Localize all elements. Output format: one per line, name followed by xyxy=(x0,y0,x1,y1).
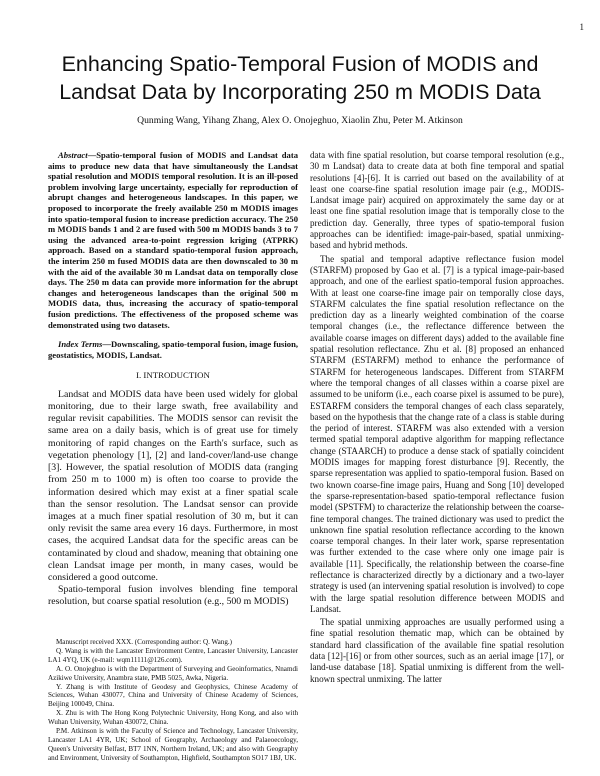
intro-paragraph: Landsat and MODIS data have been used widely for global monitoring, due to their large swath, free availability and regular revisit capabilities. The MODIS sensor can revisit the same area on a daily basis, which is of great use for timely monitoring of rapid changes on the Earth's surface, such as vegetation phenology [1], [2] and land-cover/land-use change [3]. However, the spatial resolution of MODIS data (ranging from 250 m to 1000 m) is often too coarse to provide the information desired which may exist at a finer spatial scale than the sensor resolution. The Landsat sensor can provide images at a much finer spatial resolution of 30 m, but it can only revisit the same area every 16 days. Furthermore, in most cases, the acquired Landsat data for the specific areas can be contaminated by cloud and shadow, meaning that obtaining one clean Landsat image per month, in many cases, would be considered a good outcome. xyxy=(48,388,298,583)
body-paragraph: The spatial and temporal adaptive reflectance fusion model (STARFM) proposed by Gao et al. [7] is a typical image-pair-based approach, and one of the earliest spatio-temporal fusion approaches. With at least one coarse-fine image pair on temporally close days, STARFM calculates the fine spatial resolution reflectance on the prediction day as a linearly weighted combination of the coarse temporal changes (i.e., the reflectance difference between the available coarse images on different days) added to the available fine spatial resolution reflectance. Zhu et al. [8] proposed an enhanced STARFM (ESTARFM) method to enhance the performance of STARFM for heterogeneous landscapes. Different from STARFM where the temporal changes of all classes within a coarse pixel are assumed to be uniform (i.e., each coarse pixel is assumed to be pure), ESTARFM considers the temporal changes of each class separately, based on the hypothesis that the change rate of a class is stable during the period of interest. STARFM was also extended with a version termed spatial temporal adaptive algorithm for mapping reflectance change (STAARCH) to produce a dense stack of spatially coincident MODIS images for mapping forest disturbance [9]. Recently, the sparse representation was applied to spatio-temporal fusion. Based on two known coarse-fine image pairs, Huang and Song [10] developed the sparse-representation-based spatio-temporal reflectance fusion model (SPSTFM) to characterize the relationship between the coarse-fine temporal changes. The trained dictionary was used to predict the unknown fine spatial resolution reflectance according to the known coarse temporal changes. In their later work, sparse representation was further extended to the case where only one image pair is available [11]. Specifically, the relationship between the coarse-fine reflectance is characterized directly by a dictionary and a two-layer strategy is used (an intervening spatial resolution is involved) to cope with the large spatial resolution difference between MODIS and Landsat. xyxy=(310,253,564,614)
page-number: 1 xyxy=(579,22,584,32)
author-list: Qunming Wang, Yihang Zhang, Alex O. Onojeghuo, Xiaolin Zhu, Peter M. Atkinson xyxy=(137,115,463,126)
paper-title: Enhancing Spatio-Temporal Fusion of MODIS and Landsat Data by Incorporating 250 m MODIS Data xyxy=(59,52,541,104)
abstract xyxy=(48,150,298,330)
footnote: Y. Zhang is with Institute of Geodesy and Geophysics, Chinese Academy of Sciences, Wuhan 430077, China and University of Chinese Academy of Sciences, Beijing 100049, China. xyxy=(48,682,298,709)
footnote: Manuscript received XXX. (Corresponding author: Q. Wang.) xyxy=(56,638,233,646)
footnotes xyxy=(48,638,298,763)
abstract-label: Abstract xyxy=(58,150,88,160)
body-paragraph: The spatial unmixing approaches are usually performed using a fine spatial resolution thematic map, which can be obtained by standard hard classification of the available fine spatial resolution data [12]-[16] or from other sources, such as an aerial image [17], or land-use database [18]. Spatial unmixing is different from the well-known spectral unmixing. The latter xyxy=(310,617,564,684)
left-column xyxy=(48,150,298,609)
index-terms-label: Index Terms xyxy=(58,339,103,350)
body-paragraph: data with fine spatial resolution, but coarse temporal resolution (e.g., 30 m Landsat) data to create data at both fine temporal and spatial resolutions [4]-[6]. It is carried out based on the availability of at least one coarse-fine spatial resolution image pair (e.g., MODIS-Landsat image pair) acquired on approximately the same day or at least one fine spatial resolution image that is temporally close to the prediction day. Generally, three types of spatio-temporal fusion approaches can be identified: image-pair-based, spatial unmixing-based and hybrid methods. xyxy=(310,150,564,251)
index-terms-text: —Downscaling, spatio-temporal fusion, image fusion, geostatistics, MODIS, Landsat. xyxy=(48,339,298,360)
footnote: A. O. Onojeghuo is with the Department of Surveying and Geoinformatics, Nnamdi Azikiwe University, Anambra state, PMB 5025, Awka, Nigeria. xyxy=(48,664,298,682)
footnote: Q. Wang is with the Lancaster Environment Centre, Lancaster University, Lancaster LA1 4YQ, UK (e-mail: wqm11111@126.com). xyxy=(48,646,298,664)
introduction-body xyxy=(48,389,298,609)
section-heading: I. INTRODUCTION xyxy=(136,370,210,381)
footnote: P.M. Atkinson is with the Faculty of Science and Technology, Lancaster University, Lancaster LA1 4YR, UK; School of Geography, Archaeology and Palaeoecology, Queen's University Belfast, BT7 1NN, Northern Ireland, UK; and also with Geography and Environment, University of Southampton, Highfield, Southampton SO17 1BJ, UK. xyxy=(48,727,298,762)
index-terms xyxy=(48,339,298,360)
intro-paragraph: Spatio-temporal fusion involves blending fine temporal resolution, but coarse spatial resolution (e.g., 500 m MODIS) xyxy=(48,584,298,608)
footnote: X. Zhu is with The Hong Kong Polytechnic University, Hong Kong, and also with Wuhan University, Wuhan 430072, China. xyxy=(48,709,298,727)
right-column xyxy=(310,150,564,685)
abstract-text: —Spatio-temporal fusion of MODIS and Landsat data aims to produce new data that have simultaneously the Landsat spatial resolution and MODIS temporal resolution. It is an ill-posed problem involving large uncertainty, especially for reproduction of abrupt changes and heterogeneous landscapes. In this paper, we proposed to incorporate the freely available 250 m MODIS images into spatio-temporal fusion to increase prediction accuracy. The 250 m MODIS bands 1 and 2 are fused with 500 m MODIS bands 3 to 7 using the advanced area-to-point regression kriging (ATPRK) approach. Based on a standard spatio-temporal fusion approach, the interim 250 m fused MODIS data are then downscaled to 30 m with the aid of the available 30 m Landsat data on temporally close days. The 250 m data can provide more information for the abrupt changes and heterogeneous landscapes than the original 500 m MODIS data, thus, increasing the accuracy of spatio-temporal fusion predictions. The effectiveness of the proposed scheme was demonstrated using two datasets. xyxy=(48,150,298,330)
